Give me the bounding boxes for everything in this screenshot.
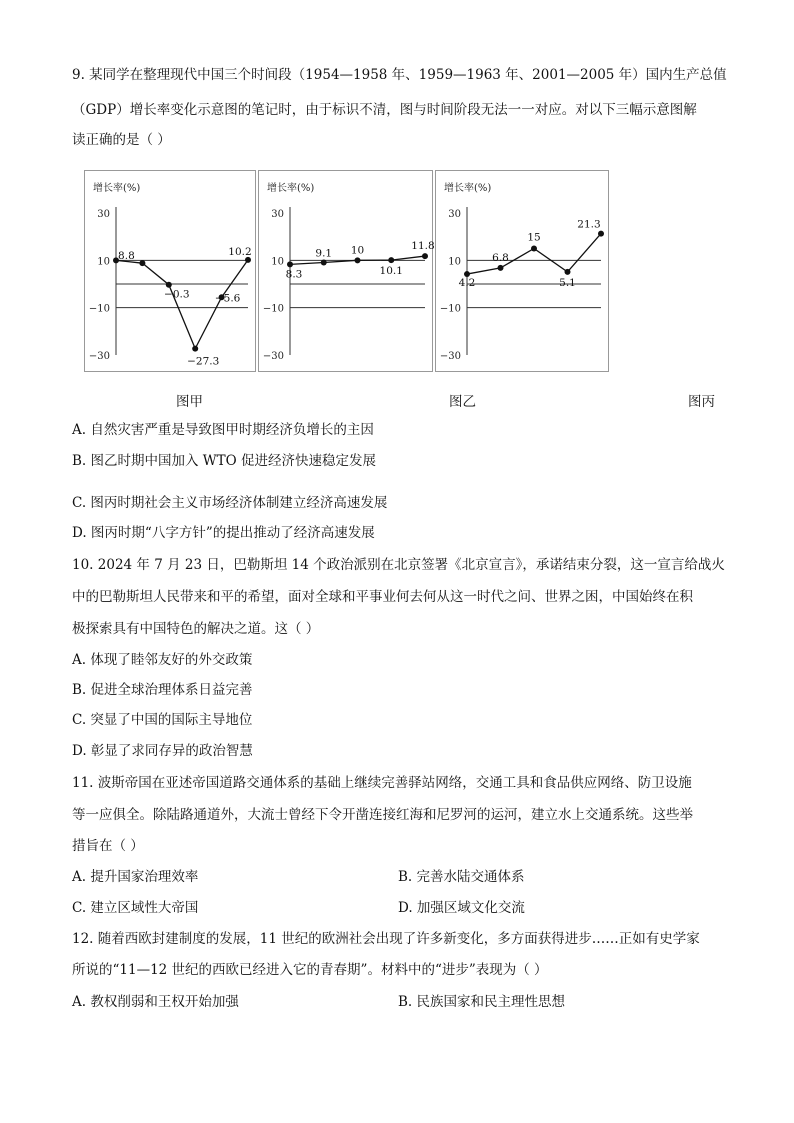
data-point [388, 257, 394, 263]
y-tick-label: −10 [88, 303, 110, 315]
y-axis-title: 增长率(%) [93, 183, 141, 194]
data-label: 4.2 [458, 277, 476, 290]
y-axis-title: 增长率(%) [444, 183, 492, 194]
y-tick-label: −10 [262, 303, 284, 315]
q12-option-b[interactable]: B. 民族国家和民主理性思想 [398, 994, 566, 1010]
chart-yi [259, 171, 434, 373]
chart-bing [436, 171, 610, 373]
q12-stem-line-2: 所说的“11—12 世纪的西欧已经进入它的青春期”。材料中的“进步”表现为（ ） [72, 962, 548, 978]
y-tick-label: 30 [271, 209, 284, 220]
data-point [321, 259, 327, 265]
data-point [531, 246, 537, 252]
q9-option-c[interactable]: C. 图丙时期社会主义市场经济体制建立经济高速发展 [72, 495, 388, 511]
y-tick-label: −30 [439, 351, 461, 362]
y-tick-label: 10 [271, 256, 284, 268]
data-label: 21.3 [577, 218, 601, 231]
q11-stem-line-2: 等一应俱全。除陆路通道外，大流士曾经下令开凿连接红海和尼罗河的运河，建立水上交通系统。这些举 [72, 807, 693, 823]
data-point [166, 282, 172, 288]
caption-bing: 图丙 [688, 394, 715, 410]
data-label: 15 [527, 231, 541, 244]
caption-jia: 图甲 [176, 394, 203, 410]
data-point [598, 231, 604, 237]
q12-option-a[interactable]: A. 教权削弱和王权开始加强 [72, 994, 239, 1010]
data-label: 5.1 [559, 276, 576, 289]
q9-option-b[interactable]: B. 图乙时期中国加入 WTO 促进经济快速稳定发展 [72, 453, 377, 469]
caption-yi: 图乙 [449, 394, 476, 410]
q9-stem-line-1: 9. 某同学在整理现代中国三个时间段（1954—1958 年、1959—1963 年、2001—2005 年）国内生产总值 [72, 67, 727, 83]
y-tick-label: 10 [97, 256, 110, 268]
y-tick-label: −30 [262, 351, 284, 362]
q9-option-d[interactable]: D. 图丙时期“八字方针”的提出推动了经济高速发展 [72, 525, 375, 541]
data-point [355, 257, 361, 263]
chart-jia-panel [84, 170, 256, 372]
q11-stem-line-1: 11. 波斯帝国在亚述帝国道路交通体系的基础上继续完善驿站网络，交通工具和食品供应网络、防卫设施 [72, 775, 692, 791]
chart-yi-panel [258, 170, 433, 372]
q10-option-d[interactable]: D. 彰显了求同存异的政治智慧 [72, 743, 253, 759]
y-tick-label: 10 [448, 256, 461, 268]
data-label: 10 [350, 244, 365, 257]
q10-option-c[interactable]: C. 突显了中国的国际主导地位 [72, 712, 253, 728]
q11-stem-line-3: 措旨在（ ） [72, 838, 144, 854]
q11-option-a[interactable]: A. 提升国家治理效率 [72, 869, 199, 885]
q10-stem-line-2: 中的巴勒斯坦人民带来和平的希望，面对全球和平事业何去何从这一时代之问、世界之困，中国始终在积 [72, 589, 693, 605]
q9-charts [84, 170, 609, 372]
data-label: 6.8 [492, 251, 509, 264]
q10-stem-line-3: 极探索具有中国特色的解决之道。这（ ） [72, 621, 320, 637]
y-tick-label: −10 [439, 303, 461, 315]
data-point [192, 346, 198, 352]
data-label: 11.8 [411, 240, 434, 253]
data-label: 10.1 [379, 265, 403, 278]
data-label: 10.2 [228, 245, 252, 258]
data-point [498, 265, 504, 271]
data-label: −5.6 [214, 292, 241, 305]
q10-stem-line-1: 10. 2024 年 7 月 23 日，巴勒斯坦 14 个政治派别在北京签署《北京宣言》，承诺结束分裂，这一宣言给战火 [72, 557, 725, 573]
chart-jia [85, 171, 257, 373]
q11-option-b[interactable]: B. 完善水陆交通体系 [398, 869, 525, 885]
data-point [287, 261, 293, 267]
data-label: −27.3 [187, 355, 220, 368]
data-point [139, 260, 145, 266]
q9-stem-line-2: （GDP）增长率变化示意图的笔记时，由于标识不清，图与时间阶段无法一一对应。对以下三幅示意图解 [72, 102, 697, 118]
y-tick-label: 30 [97, 209, 110, 220]
q12-stem-line-1: 12. 随着西欧封建制度的发展，11 世纪的欧洲社会出现了许多新变化，多方面获得进步……正如有史学家 [72, 931, 700, 947]
y-tick-label: −30 [88, 351, 110, 362]
data-label: 9.1 [315, 247, 333, 260]
q9-option-a[interactable]: A. 自然灾害严重是导致图甲时期经济负增长的主因 [72, 422, 374, 438]
data-point [565, 269, 571, 275]
data-label: −0.3 [164, 288, 190, 301]
y-tick-label: 30 [448, 209, 461, 220]
q11-option-d[interactable]: D. 加强区域文化交流 [398, 900, 525, 916]
data-point [422, 253, 428, 259]
data-label: 8.3 [285, 268, 303, 281]
q11-option-c[interactable]: C. 建立区域性大帝国 [72, 900, 199, 916]
q10-option-a[interactable]: A. 体现了睦邻友好的外交政策 [72, 652, 253, 668]
data-label: 8.8 [118, 250, 135, 263]
y-axis-title: 增长率(%) [267, 183, 315, 194]
q10-option-b[interactable]: B. 促进全球治理体系日益完善 [72, 682, 253, 698]
q9-stem-line-3: 读正确的是（ ） [72, 132, 171, 148]
chart-bing-panel [435, 170, 609, 372]
